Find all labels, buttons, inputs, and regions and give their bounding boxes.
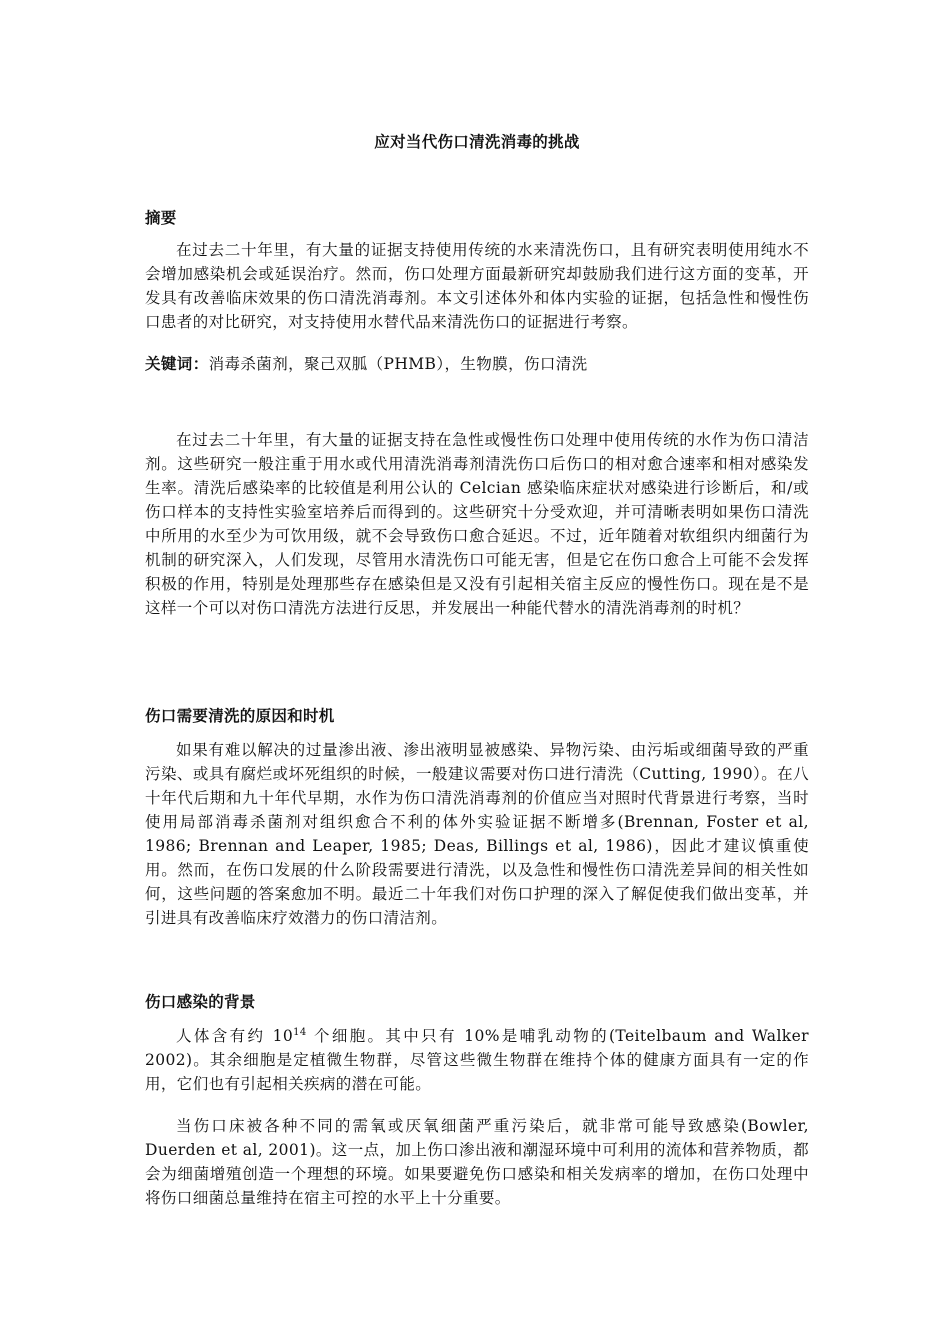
cell-count-prefix: 人体含有约 10 [176, 1027, 294, 1045]
cell-count-exponent: 14 [293, 1026, 307, 1038]
abstract-heading: 摘要 [145, 209, 177, 227]
keywords-text: 消毒杀菌剂，聚己双胍（PHMB），生物膜，伤口清洗 [208, 355, 588, 373]
section-heading-infection-background: 伤口感染的背景 [145, 993, 256, 1011]
section-heading-cleansing-reasons: 伤口需要清洗的原因和时机 [145, 707, 335, 725]
section-paragraph-bacterial-load: 当伤口床被各种不同的需氧或厌氧细菌严重污染后，就非常可能导致感染(Bowler, Duerden et al, 2001)。这一点，加上伤口渗出液和潮湿环境中可利用的流体和营养物质，都会为细菌增殖创造一个理想的环境。如果要避免伤口感染和相关发病率的增加，在伤口处理中将伤口细菌总量维持在宿主可控的水平上十分重要。 [145, 1117, 809, 1207]
keywords-line [145, 352, 809, 376]
intro-paragraph: 在过去二十年里，有大量的证据支持在急性或慢性伤口处理中使用传统的水作为伤口清洁剂。这些研究一般注重于用水或代用清洗消毒剂清洗伤口后伤口的相对愈合速率和相对感染发生率。清洗后感染率的比较值是利用公认的 Celcian 感染临床症状对感染进行诊断后，和/或伤口样本的支持性实验室培养后而得到的。这些研究十分受欢迎，并可清晰表明如果伤口清洗中所用的水至少为可饮用级，就不会导致伤口愈合延迟。不过，近年随着对软组织内细菌行为机制的研究深入，人们发现，尽管用水清洗伤口可能无害，但是它在伤口愈合上可能不会发挥积极的作用，特别是处理那些存在感染但是又没有引起相关宿主反应的慢性伤口。现在是不是这样一个可以对伤口清洗方法进行反思，并发展出一种能代替水的清洗消毒剂的时机？ [145, 431, 809, 617]
abstract-paragraph: 在过去二十年里，有大量的证据支持使用传统的水来清洗伤口，且有研究表明使用纯水不会增加感染机会或延误治疗。然而，伤口处理方面最新研究却鼓励我们进行这方面的变革，开发具有改善临床效果的伤口清洗消毒剂。本文引述体外和体内实验的证据，包括急性和慢性伤口患者的对比研究，对支持使用水替代品来清洗伤口的证据进行考察。 [145, 241, 809, 331]
document-title: 应对当代伤口清洗消毒的挑战 [374, 133, 580, 151]
section-paragraph-cleansing-reasons: 如果有难以解决的过量渗出液、渗出液明显被感染、异物污染、由污垢或细菌导致的严重污染、或具有腐烂或坏死组织的时候，一般建议需要对伤口进行清洗（Cutting, 1990）。在八十年代后期和九十年代早期，水作为伤口清洗消毒剂的价值应当对照时代背景进行考察，当时使用局部消毒杀菌剂对组织愈合不利的体外实验证据不断增多(Brennan, Foster et al, 1986; Brennan and Leaper, 1985; Deas, Billings et al, 1986)，因此才建议慎重使用。然而，在伤口发展的什么阶段需要进行清洗，以及急性和慢性伤口清洗差异间的相关性如何，这些问题的答案愈加不明。最近二十年我们对伤口护理的深入了解促使我们做出变革，并引进具有改善临床疗效潜力的伤口清洁剂。 [145, 741, 809, 927]
keywords-label: 关键词： [145, 355, 209, 373]
section-paragraph-cell-count [145, 1024, 809, 1096]
cell-count-suffix: 个细胞。其中只有 10%是哺乳动物的(Teitelbaum and Walker 2002)。其余细胞是定植微生物群，尽管这些微生物群在维持个体的健康方面具有一定的作用，它们也有引起相关疾病的潜在可能。 [145, 1027, 809, 1093]
